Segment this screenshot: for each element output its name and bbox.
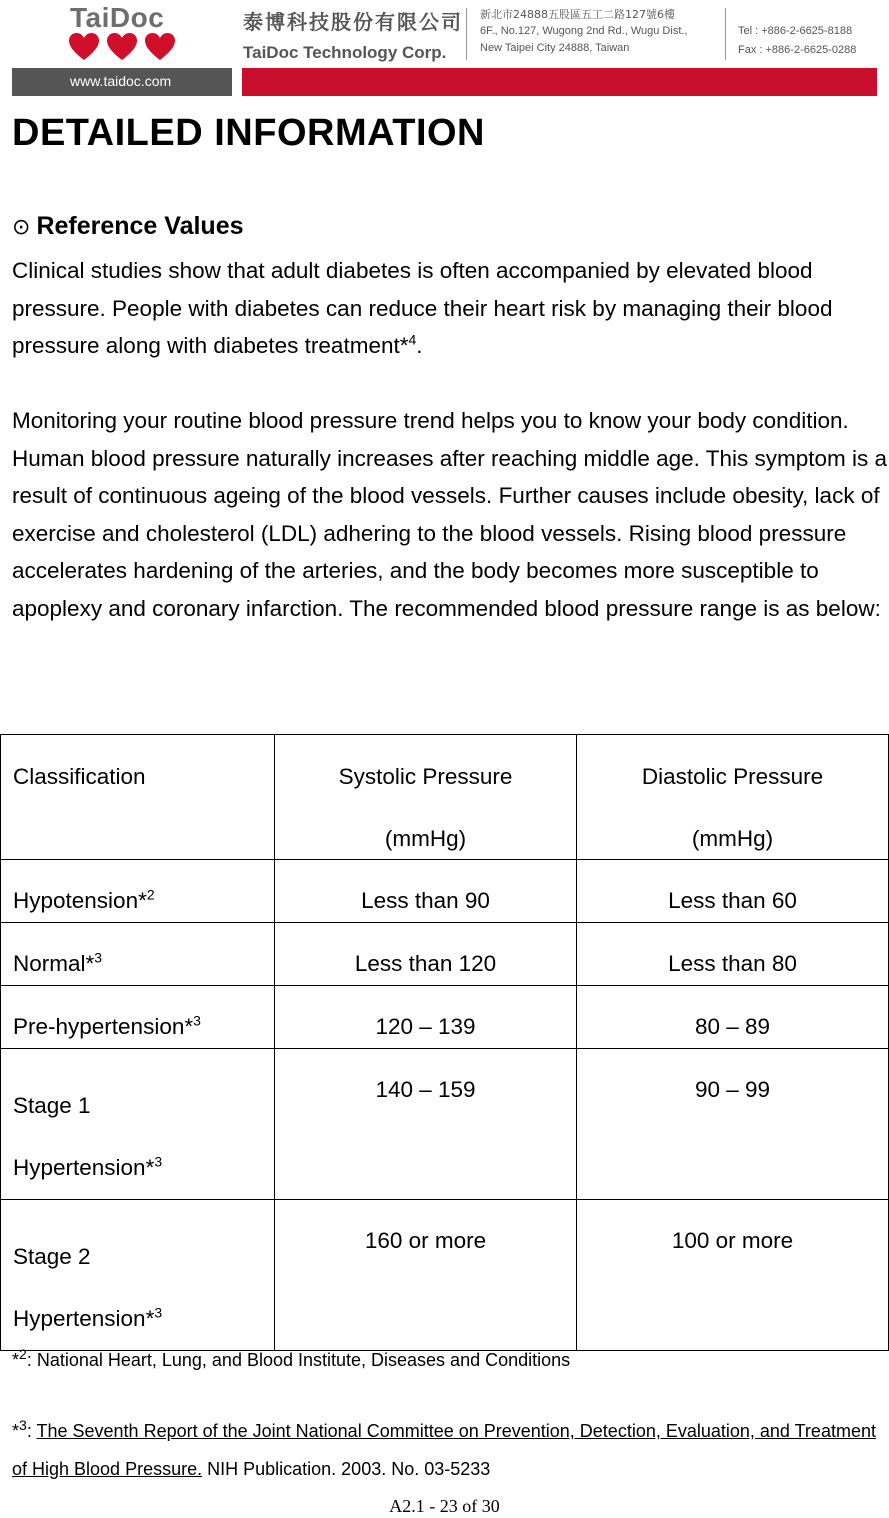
header-diastolic xyxy=(577,735,889,860)
classification-text: Stage 1 xyxy=(13,1093,91,1118)
header-red-bar xyxy=(242,68,877,96)
paragraph-diabetes xyxy=(12,252,888,365)
circle-bullet-icon: ⊙ xyxy=(12,215,31,240)
footnote-superscript: 2 xyxy=(19,1346,27,1362)
cell-systolic xyxy=(275,923,577,986)
taidoc-logo xyxy=(60,2,190,66)
cell-classification xyxy=(1,986,275,1049)
table-row xyxy=(1,1049,889,1200)
footnote-3 xyxy=(12,1412,882,1488)
heart-icon xyxy=(106,32,138,62)
header-classification xyxy=(1,735,275,860)
citation-superscript: 3 xyxy=(154,1304,163,1321)
footnote-colon: : xyxy=(26,1421,37,1441)
page-title: DETAILED INFORMATION xyxy=(12,112,485,154)
company-name-english: TaiDoc Technology Corp. xyxy=(243,43,447,62)
cell-classification xyxy=(1,1049,275,1200)
systolic-value: 140 – 159 xyxy=(375,1077,476,1102)
blood-pressure-table xyxy=(0,734,889,1351)
table-row xyxy=(1,986,889,1049)
diastolic-value: 80 – 89 xyxy=(694,1014,771,1039)
table-row xyxy=(1,1200,889,1351)
cell-systolic xyxy=(275,1049,577,1200)
footnote-text: : National Heart, Lung, and Blood Institute, Diseases and Conditions xyxy=(26,1350,571,1370)
diastolic-value: Less than 80 xyxy=(668,951,797,976)
citation-superscript: 3 xyxy=(193,1012,201,1029)
telephone: Tel : +886-2-6625-8188 xyxy=(738,25,853,37)
page-number: A2.1 - 23 of 30 xyxy=(389,1496,500,1516)
table-header-row xyxy=(1,735,889,860)
classification-text-2: Hypertension* xyxy=(13,1306,155,1331)
cell-diastolic xyxy=(577,1200,889,1351)
footnote-mark: * xyxy=(12,1350,20,1370)
fax: Fax : +886-2-6625-0288 xyxy=(738,44,857,56)
heart-icon xyxy=(68,32,100,62)
company-name-chinese: 泰博科技股份有限公司 xyxy=(243,10,463,34)
website-url[interactable]: www.taidoc.com xyxy=(70,73,172,89)
header-systolic-unit: (mmHg) xyxy=(384,826,467,851)
systolic-value: Less than 120 xyxy=(354,951,497,976)
paragraph-end: . xyxy=(416,333,423,358)
citation-superscript: 3 xyxy=(154,1153,163,1170)
cell-diastolic xyxy=(577,1049,889,1200)
table-row xyxy=(1,860,889,923)
address-chinese: 新北市24888五股區五工二路127號6樓 xyxy=(480,8,675,21)
cell-systolic xyxy=(275,1200,577,1351)
citation-superscript: 4 xyxy=(408,331,417,348)
systolic-value: 120 – 139 xyxy=(375,1014,476,1039)
cell-diastolic xyxy=(577,860,889,923)
cell-diastolic xyxy=(577,923,889,986)
section-heading-text: Reference Values xyxy=(36,212,244,240)
cell-classification xyxy=(1,860,275,923)
citation-superscript: 2 xyxy=(146,886,155,903)
footnote-text: NIH Publication. 2003. No. 03-5233 xyxy=(202,1459,491,1479)
classification-text: Normal* xyxy=(13,951,95,976)
footnote-2 xyxy=(12,1346,571,1371)
diastolic-value: Less than 60 xyxy=(668,888,797,913)
company-contact xyxy=(738,22,856,60)
header-classification-label: Classification xyxy=(13,764,146,789)
header-diastolic-label: Diastolic Pressure xyxy=(641,764,824,789)
cell-classification xyxy=(1,1200,275,1351)
footnote-mark: * xyxy=(12,1421,20,1441)
jnc7-report-link[interactable]: The Seventh Report of the Joint National Committee on Prevention, Detection, Evaluation, and Treatment of High Blood Pressure. xyxy=(12,1421,876,1479)
diastolic-value: 100 or more xyxy=(671,1228,794,1253)
header-divider xyxy=(725,8,726,60)
header-systolic xyxy=(275,735,577,860)
table-row xyxy=(1,923,889,986)
classification-text: Hypotension* xyxy=(13,888,147,913)
systolic-value: Less than 90 xyxy=(361,888,490,913)
paragraph-text: Clinical studies show that adult diabetes is often accompanied by elevated blood pressure. People with diabetes can reduce their heart risk by managing their blood pressure along with diabetes treatment* xyxy=(12,258,833,358)
cell-diastolic xyxy=(577,986,889,1049)
systolic-value: 160 or more xyxy=(364,1228,487,1253)
company-address xyxy=(480,6,688,57)
address-line-2: New Taipei City 24888, Taiwan xyxy=(480,42,630,54)
address-line-1: 6F., No.127, Wugong 2nd Rd., Wugu Dist., xyxy=(480,25,688,37)
cell-systolic xyxy=(275,860,577,923)
company-name xyxy=(243,6,463,63)
footnote-superscript: 3 xyxy=(19,1417,27,1433)
diastolic-value: 90 – 99 xyxy=(694,1077,771,1102)
citation-superscript: 3 xyxy=(94,949,103,966)
classification-text: Pre-hypertension* xyxy=(13,1014,194,1039)
header-systolic-label: Systolic Pressure xyxy=(338,764,513,789)
header-diastolic-unit: (mmHg) xyxy=(691,826,774,851)
header-divider xyxy=(466,8,467,60)
classification-text-2: Hypertension* xyxy=(13,1155,155,1180)
paragraph-monitoring: Monitoring your routine blood pressure trend helps you to know your body condition. Human blood pressure naturally increases after reaching middle age. This symptom is a result of continuous ageing of the blood vessels. Further causes include obesity, lack of exercise and cholesterol (LDL) adhering to the blood vessels. Rising blood pressure accelerates hardening of the arteries, and the body becomes more susceptible to apoplexy and coronary infarction. The recommended blood pressure range is as below: xyxy=(12,408,888,621)
section-heading xyxy=(12,212,244,241)
letterhead xyxy=(0,0,889,100)
hearts-logo xyxy=(68,32,176,62)
cell-classification xyxy=(1,923,275,986)
cell-systolic xyxy=(275,986,577,1049)
classification-text: Stage 2 xyxy=(13,1244,91,1269)
heart-icon xyxy=(144,32,176,62)
brand-name: TaiDoc xyxy=(70,2,165,33)
